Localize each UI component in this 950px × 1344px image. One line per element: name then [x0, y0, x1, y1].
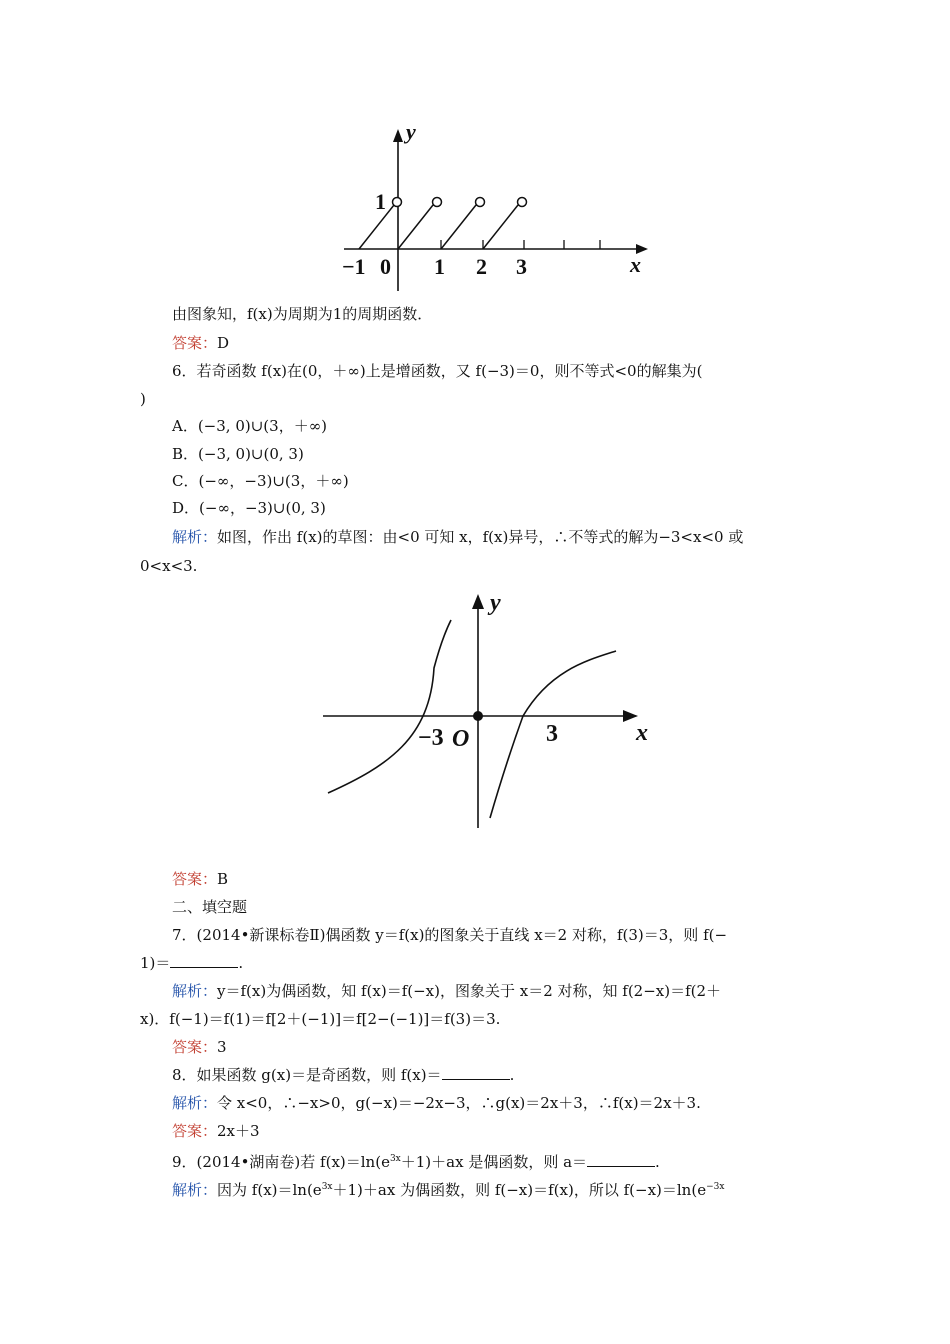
question-8-line: 8．如果函数 g(x)＝是奇函数，则 f(x)＝ .: [172, 1066, 515, 1084]
answer-value: D: [217, 334, 230, 352]
analysis-label: 解析：: [172, 1181, 218, 1199]
y-axis-arrow: [472, 594, 484, 609]
option-b: B．(−3, 0)∪(0, 3): [172, 445, 304, 463]
tick-label-1: 1: [434, 254, 445, 279]
analysis-line-6-cont: 0<x<3.: [140, 557, 198, 575]
figure-periodic-function-graph: [330, 115, 660, 295]
left-branch-curve: [328, 620, 451, 793]
y-axis-label: y: [490, 590, 501, 616]
tick-label-3: 3: [516, 254, 527, 279]
answer-blank: [587, 1154, 655, 1167]
analysis-label: 解析：: [172, 1094, 218, 1112]
answer-value: 2x＋3: [217, 1122, 260, 1140]
origin-label: O: [452, 726, 470, 752]
analysis-line-9: 解析：因为 $f(x)=\ln(e^{3x}+1)+ax$ 为偶函数，则 f(−x)＝f(x)，所以 $f(-x)=\ln(e^{-3x}$: [172, 1181, 725, 1199]
answer-label: 答案：: [172, 870, 218, 888]
x-axis-label: x: [630, 252, 641, 277]
answer-label: 答案：: [172, 1122, 218, 1140]
y-axis-arrow: [393, 129, 403, 142]
answer-blank: [442, 1067, 510, 1080]
tick-label-0: 0: [380, 254, 391, 279]
question-9-line: 9．(2014•湖南卷)若 $f(x)=\ln(e^{3x}+1)+ax$ 是偶函数，则 a＝ .: [172, 1153, 660, 1171]
analysis-text: y＝f(x)为偶函数，知 f(x)＝f(−x)，图象关于 x＝2 对称，知 f(2−x)＝f(2＋: [217, 982, 722, 1000]
answer-value: B: [217, 870, 229, 888]
answer-line-8: [172, 1121, 260, 1141]
answer-line-1: [172, 333, 229, 353]
answer-line-6: [172, 869, 228, 889]
question-6-line: 6．若奇函数 f(x)在(0，＋∞)上是增函数，又 f(−3)＝0，则不等式<0的解集为(: [172, 362, 703, 380]
analysis-text: 令 x<0，∴−x>0，g(−x)＝−2x−3，∴g(x)＝2x＋3，∴f(x)＝2x＋3.: [217, 1094, 701, 1112]
text-line-1: 由图象知，f(x)为周期为1的周期函数．: [172, 305, 433, 323]
analysis-line-8: [172, 1093, 701, 1113]
option-a: A．(−3, 0)∪(3，＋∞): [172, 417, 328, 435]
origin-point: [473, 711, 483, 721]
question-7-line: 7．(2014•新课标卷Ⅱ)偶函数 y＝f(x)的图象关于直线 x＝2 对称，f(3)＝3，则 f(−: [172, 926, 728, 944]
analysis-label: 解析：: [172, 982, 218, 1000]
figure-odd-function-sketch: [318, 588, 658, 833]
option-d: D．(−∞，−3)∪(0, 3): [172, 499, 326, 517]
answer-label: 答案：: [172, 1038, 218, 1056]
answer-label: 答案：: [172, 334, 218, 352]
neg3-label: −3: [418, 725, 444, 751]
analysis-label: 解析：: [172, 528, 218, 546]
tick-label-2: 2: [476, 254, 487, 279]
x-axis-label: x: [636, 720, 648, 746]
option-c: C．(−∞，−3)∪(3，＋∞): [172, 472, 349, 490]
pos3-label: 3: [546, 721, 558, 747]
tick-label-neg1: −1: [342, 254, 366, 279]
analysis-text: 如图，作出 f(x)的草图：由<0 可知 x，f(x)异号，∴不等式的解为−3<x<0 或: [217, 528, 744, 546]
open-endpoints: [393, 198, 527, 207]
answer-line-7: [172, 1037, 227, 1057]
question-6-paren-close: ): [140, 390, 146, 408]
tick-marks: [441, 240, 600, 249]
analysis-line-6: [172, 527, 743, 547]
question-7-line-cont: 1)＝ .: [140, 954, 244, 972]
y-value-one-label: 1: [375, 189, 386, 214]
analysis-line-7-cont: x)．f(−1)＝f(1)＝f[2＋(−1)]＝f[2−(−1)]＝f(3)＝3.: [140, 1010, 501, 1028]
answer-value: 3: [217, 1038, 227, 1056]
answer-blank: [170, 955, 238, 968]
analysis-line-7: [172, 981, 721, 1001]
section-heading: 二、填空题: [172, 898, 248, 916]
y-axis-label: y: [406, 119, 416, 144]
